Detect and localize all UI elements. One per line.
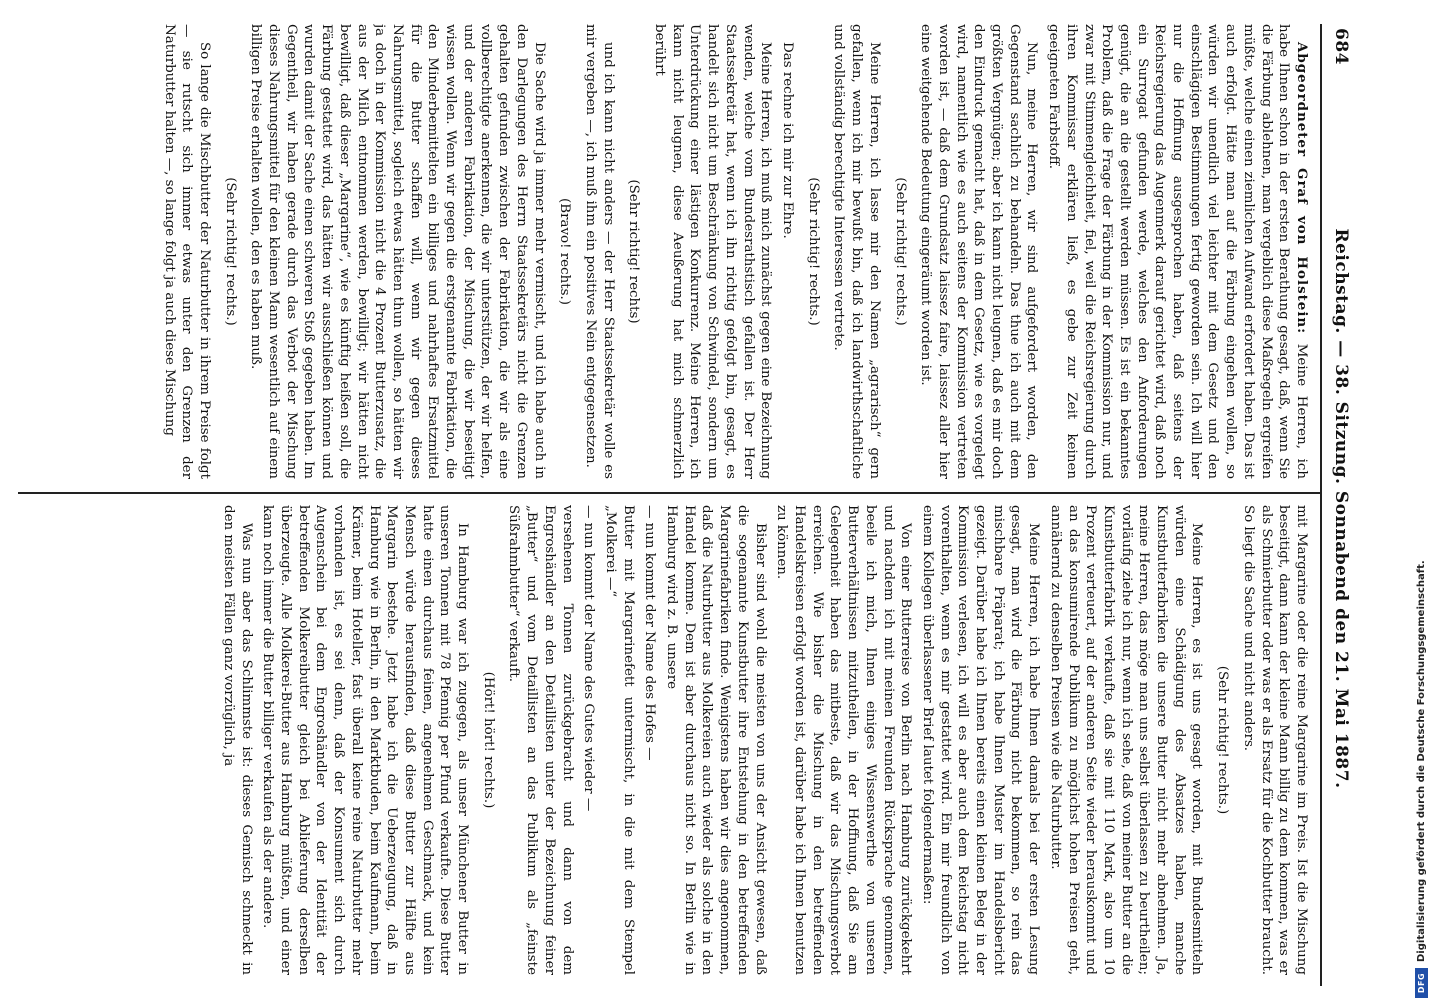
paragraph: Butter mit Margarinefett untermischt, in die mit dem Stempel „Molkerei —“ — [602, 505, 636, 975]
page-header — [1324, 28, 1358, 982]
paragraph: Die Sache wird ja immer mehr vermischt, und ich habe auch in den Darlegungen des Herrn Staatssekretärs nicht die Grenzen gehalten gefunden zwischen der Fabrikation, die wir als eine vollberechtigte anerkennen, die wir unterstützen, der wir helfen, und der anderen Fabrikation, der Mischung, die wir beseitigt wissen wollen. Wenn wir gegen die erstgenannte Fabrikation, die den Minderbemittelten ein billiges und nahrhaftes Ersatzmittel für die Butter schaffen will, wenn wir gegen dieses Nahrungsmittel, sogleich etwas hätten thun wollen, so hätten wir ja doch in der Kommission nicht die 4 Prozent Butterzusatz, die aus der Milch entnommen werden, bewilligt; wir hätten nicht bewilligt, daß dieser „Margarine“, wie es künftig heißen soll, die Färbung gestattet wird, das hätten wir ausschließen können und wurden damit der Sache einen schweren Stoß gegeben haben. Im Gegentheil, wir haben gerade durch das Verbot der Mischung dieses Nahrungsmittel für den kleinen Mann wesentlich auf einem billigen Preise erhalten wollen, den es haben muß. — [248, 24, 547, 479]
speaker-name: Abgeordneter Graf von Holstein: — [1294, 42, 1310, 335]
dfg-logo: DFG — [1415, 968, 1428, 998]
interjection: (Sehr richtig! rechts.) — [1215, 665, 1231, 815]
interjection: (Sehr richtig! rechts) — [626, 179, 642, 324]
paragraph: Meine Herren, ich lasse mir den Namen „agrarisch“ gern gefallen, wenn ich mir bewußt bin, daß ich landwirthschaftliche und vollständig berechtigte Interessen vertrete. — [831, 24, 882, 479]
paragraph: Meine Herren, ich habe Ihnen damals bei der ersten Lesung gesagt, man wird die Färbung nicht bekommen, so rein das mischbare Präparat; ich habe Ihnen Muster im Handelsbericht gezeigt. Darüber habe ich Ihnen bereits einen kleinen Beleg in der Kommission verlesen, ich will es aber auch dem Reichstag nicht vorenthalten, wenn es mir gestattet wird. Ein mir freundlich von einem Kollegen überlassener Brief lautet folgendermaßen: — [919, 505, 1042, 975]
paragraph: So lange die Mischbutter der Naturbutter in ihrem Preise folgt — sie rutscht sich immer etwas unter den Grenzen der Naturbutter halten —, so lange folgt ja auch diese Mischung — [161, 24, 212, 479]
interjection: (Sehr richtig! rechts.) — [805, 177, 821, 326]
digitization-strip — [1412, 0, 1432, 1000]
page-number: 684 — [1331, 28, 1351, 65]
paragraph: Meine Herren, es ist uns gesagt worden, mit Bundesmitteln würden eine Schädigung des Absatzes haben, manche Kunstbutterfabriken die unsere Butter nicht mehr abnehmen. Ja, meine Herren, das möge man uns selbst überlassen zu beurtheilen; vorläufig ziehe ich nur, wenn ich sehe, daß von meiner Butter an die Kunstbutterfabrik verkaufte, daß sie mit 110 Mark, also um 10 Prozent verteuert, auf der anderen Seite wieder herauskommt und an das konsumirende Publikum zu möglichst hohen Preisen geht, annähernd zu denselben Preisen wie die Naturbutter. — [1047, 505, 1205, 975]
paragraph: Nun, meine Herren, wir sind aufgefordert worden, den Gegenstand sachlich zu behandeln. Das thue ich auch mit dem größten Vergnügen; aber ich kann nicht leugnen, daß es mir doch den Eindruck gemacht hat, daß in dem Gesetz, wie es vorgelegt wird, namentlich wie es auch seitens der Kommission vertreten worden ist, — daß dem Grundsatz laissez faire, laissez aller hier eine weitgehende Bedeutung eingeräumt worden ist. — [918, 24, 1040, 479]
speech-text: Meine Herren, ich habe Ihnen schon in der ersten Berathung gesagt, daß, wenn Sie die Färbung ablehnen, man vergeblich diese Maßregeln ergreifen müßte, welche einen ziemlichen Aufwand erfordert haben. Das ist auch erfolgt. Hätte man auf die Färbung eingehen wollen, so würden wir unendlich viel leichter mit dem Gesetz und den einschlägigen Bestimmungen fertig geworden sein. Ich will hier nur die Hoffnung ausgesprochen haben, daß seitens der Reichsregierung das Augenmerk darauf gerichtet wird, daß noch ein Surrogat gefunden werde, welches den Anforderungen genügt, die an die gestellt werden müssen. Es ist ein bekanntes Problem, daß die Frage der Färbung in der Kommission nur, und zwar mit Stimmengleichheit, fiel, weil die Reichsregierung durch ihren Kommissar erklären ließ, es gebe zur Zeit keinen geeigneten Farbstoff. — [1046, 24, 1309, 479]
paragraph: Das rechne ich mir zur Ehre. — [780, 42, 796, 239]
inline-note: — nun kommt der Name des Hofes — — [642, 505, 658, 761]
interjection: (Hört! hört! rechts.) — [480, 671, 496, 809]
paragraph: mit Margarine oder die reine Margarine im Preis. Ist die Mischung beseitigt, dann kann der kleine Mann billig zu dem kommen, was er als Schmierbutter oder was er als Ersatz für die Kochbutter braucht. So liegt die Sache und nicht anders. — [1240, 505, 1309, 975]
paragraph: In Hamburg war ich zugegen, als unser Münchener Butter in unseren Tonnen mit 78 Pfennig per Pfund verkaufte. Diese Butter hatte einen durchaus feinen, angenehmen Geschmack, und kein Mensch würde herausfinden, daß diese Butter zur Hälfte aus Margarin bestehe. Jetzt habe ich die Ueberzeugung, daß in Hamburg wie in Berlin, in den Marktbuden, beim Kaufmann, beim Krämer, beim Hoteller, fast überall keine reine Naturbutter mehr vorhanden ist, es sei denn, daß der Konsument sich durch Augenschein bei dem Engroshändler von der Identität der betreffenden Molkereibutter gleich bei Ablieferung derselben überzeugte. Alle Molkerei-Butter aus Hamburg müßten, und einer kann noch immer die Butter billiger verkaufen als der andere. — [260, 505, 471, 975]
paragraph: Von einer Butterreise von Berlin nach Hamburg zurückgekehrt und nachdem ich mit meinen Freunden Rücksprache genommen, beeile ich mich, Ihnen einiges Wissenswerthe von unseren Butterverhältnissen mitzutheilen, in der Hoffnung, daß Sie am Gelegenheit haben das mitbeste, daß wir das Mischungsverbot erreichen. Wie bisher die Mischung in den betreffenden Handelskreisen erfolgt worden ist, darüber habe ich Ihnen benutzen zu können. — [774, 505, 914, 975]
paragraph: versehenen Tonnen zurückgebracht und dann von dem Engroshändler an den Detaillisten unter der Bezeichnung feiner „Butter“ und vom Detaillisten an das Publikum als „feinste Süßrahmbutter“ verkauft. — [506, 505, 575, 975]
right-column — [18, 505, 1310, 975]
paragraph: Bisher sind wohl die meisten von uns der Ansicht gewesen, daß die sogenannte Kunstbutter ihre Entstehung in den betreffenden Margarinefabriken finde. Wenigstens haben wir dies angenommen, daß die Naturbutter aus Molkereien auch wieder als solche in den Handel komme. Dem ist aber durchaus nicht so. In Berlin wie in Hamburg wird z. B. unsere — [664, 505, 768, 975]
interjection: (Sehr richtig! rechts.) — [222, 177, 238, 326]
paragraph: Meine Herren, ich muß mich zunächst gegen eine Bezeichnung wenden, welche vom Bundesrathstisch gefallen ist. Der Herr Staatssekretär hat, wenn ich ihn richtig gefolgt bin, gesagt, es handelt sich nicht um Beschränkung von Schwindel, sondern um Unterdrückung einer lästigen Konkurrenz. Meine Herren, ich kann nicht leugnen, diese Aeußerung hat mich schmerzlich berührt — [652, 24, 774, 479]
paragraph: Was nun aber das Schlimmste ist: dieses Gemisch schmeckt in den meisten Fällen ganz vorzüglich, ja — [220, 505, 254, 975]
header-rule — [1320, 24, 1322, 986]
page-title: Reichstag. — 38. Sitzung. Sonnabend den 21. Mai 1887. — [1331, 228, 1351, 789]
interjection: (Bravo! rechts.) — [557, 198, 573, 305]
speaker-paragraph — [1044, 24, 1310, 479]
paragraph: und ich kann nicht anders — der Herr Staatssekretär wolle es mir vergeben —, ich muß ihm ein positives Nein entgegensetzen. — [582, 24, 616, 479]
interjection: (Sehr richtig! rechts.) — [892, 177, 908, 326]
inline-note: — nun kommt der Name des Gutes wieder — — [581, 505, 597, 812]
column-divider — [18, 492, 1320, 494]
digitization-note: Digitalisierung gefördert durch die Deutsche Forschungsgemeinschaft. — [1415, 560, 1427, 962]
left-column — [18, 24, 1310, 479]
